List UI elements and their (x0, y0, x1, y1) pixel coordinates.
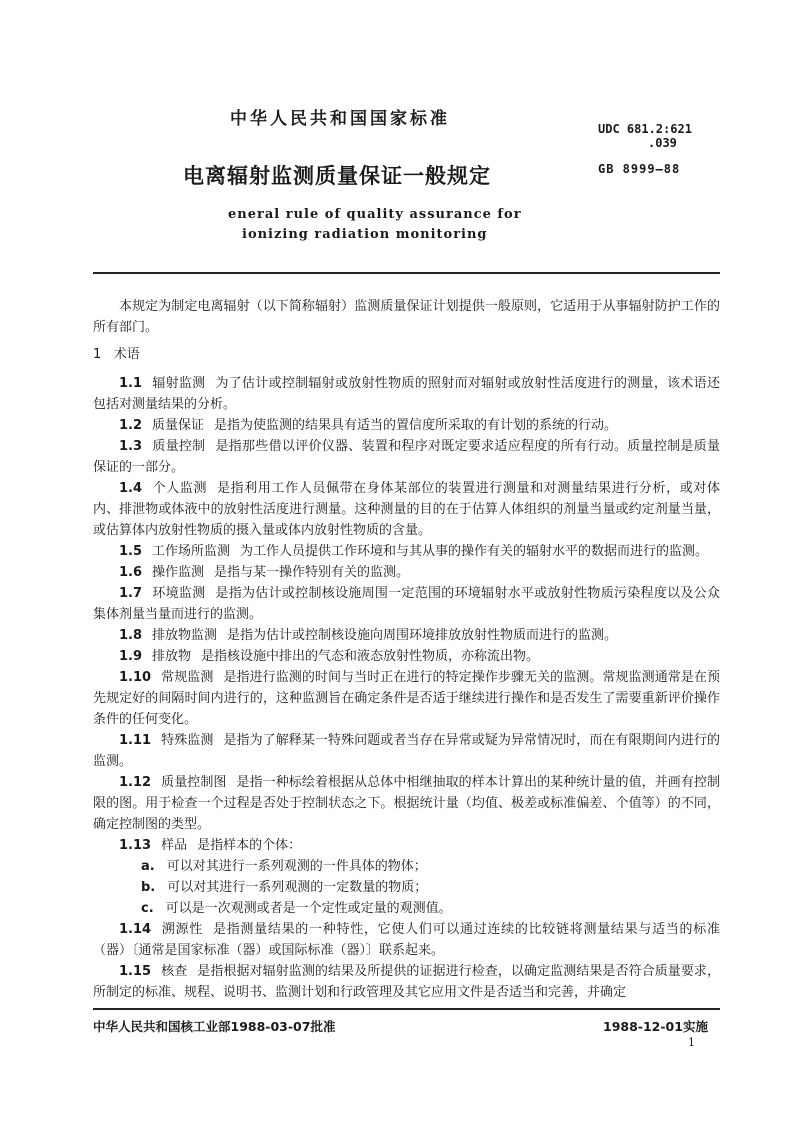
gb-code: GB 8999—88 (598, 162, 681, 176)
term-1-14: 1.14 溯源性 是指测量结果的一种特性，它使人们可以通过连续的比较链将测量结果与适当的标准（器）〔通常是国家标准（器）或国际标准（器）〕联系起来。 (93, 922, 720, 958)
term-1-10: 1.10 常规监测 是指进行监测的时间与当时正在进行的特定操作步骤无关的监测。常规监测通常是在预先规定好的间隔时间内进行的，这种监测旨在确定条件是否适于继续进行操作和是否发生了需要重新评价操作条件的任何变化。 (93, 670, 720, 727)
term-1-15: 1.15 核查 是指根据对辐射监测的结果及所提供的证据进行检查，以确定监测结果是否符合质量要求，所制定的标准、规程、说明书、监测计划和行政管理及其它应用文件是否适当和完善，并确定 (93, 964, 720, 1000)
english-title-line-1: eneral rule of quality assurance for (228, 207, 522, 222)
term-1-4: 1.4 个人监测 是指利用工作人员佩带在身体某部位的装置进行测量和对测量结果进行分析，或对体内、排泄物或体液中的放射性活度进行测量。这种测量的目的在于估算人体组织的剂量当量或约定剂量当量，或估算体内放射性物质的摄入量或体内放射性物质的含量。 (93, 481, 720, 538)
term-1-13: 1.13 样品 是指样本的个体： (119, 838, 302, 853)
term-1-9: 1.9 排放物 是指核设施中排出的气态和液态放射性物质，亦称流出物。 (119, 649, 540, 664)
term-1-12: 1.12 质量控制图 是指一种标绘着根据从总体中相继抽取的样本计算出的某种统计量的值，并画有控制限的图。用于检查一个过程是否处于控制状态之下。根据统计量（均值、极差或标准偏差、个值等）的不同，确定控制图的类型。 (93, 775, 720, 832)
udc-code-continuation: .039 (648, 136, 677, 150)
term-1-5: 1.5 工作场所监测 为工作人员提供工作环境和与其从事的操作有关的辐射水平的数据而进行的监测。 (119, 544, 709, 559)
udc-code: UDC 681.2:621 (598, 122, 692, 136)
term-1-11: 1.11 特殊监测 是指为了解释某一特殊问题或者当存在异常或疑为异常情况时，而在有限期间内进行的监测。 (93, 733, 720, 769)
subitem-a: a. 可以对其进行一系列观测的一件具体的物体； (141, 859, 427, 874)
document-body (93, 296, 720, 1003)
term-1-2: 1.2 质量保证 是指为使监测的结果具有适当的置信度所采取的有计划的系统的行动。 (119, 418, 618, 433)
approval-line: 中华人民共和国核工业部1988-03-07批准 (93, 1019, 336, 1034)
term-1-1: 1.1 辐射监测 为了估计或控制辐射或放射性物质的照射而对辐射或放射性活度进行的测量，该术语还包括对测量结果的分析。 (93, 376, 720, 412)
implementation-date: 1988-12-01实施 (603, 1019, 708, 1034)
term-1-6: 1.6 操作监测 是指与某一操作特别有关的监测。 (119, 565, 410, 580)
page-number: 1 (688, 1036, 695, 1049)
section-heading (93, 344, 720, 365)
footer-divider (93, 1008, 720, 1010)
english-title-line-2: ionizing radiation monitoring (242, 227, 488, 242)
term-1-3: 1.3 质量控制 是指那些借以评价仪器、装置和程序对既定要求适应程度的所有行动。质量控制是质量保证的一部分。 (93, 439, 720, 475)
national-standard-label: 中华人民共和国国家标准 (230, 109, 450, 129)
subitem-b: b. 可以对其进行一系列观测的一定数量的物质； (141, 880, 428, 895)
term-1-8: 1.8 排放物监测 是指为估计或控制核设施向周围环境排放放射性物质而进行的监测。 (119, 628, 618, 643)
section-title: 术语 (113, 347, 140, 362)
page-title: 电离辐射监测质量保证一般规定 (183, 164, 491, 188)
header-divider (93, 272, 720, 274)
term-1-7: 1.7 环境监测 是指为估计或控制核设施周围一定范围的环境辐射水平或放射性物质污染程度以及公众集体剂量当量而进行的监测。 (93, 586, 720, 622)
intro-paragraph: 本规定为制定电离辐射（以下简称辐射）监测质量保证计划提供一般原则，它适用于从事辐射防护工作的所有部门。 (93, 299, 720, 335)
section-number: 1 (93, 347, 102, 362)
subitem-c: c. 可以是一次观测或者是一个定性或定量的观测值。 (141, 901, 452, 916)
